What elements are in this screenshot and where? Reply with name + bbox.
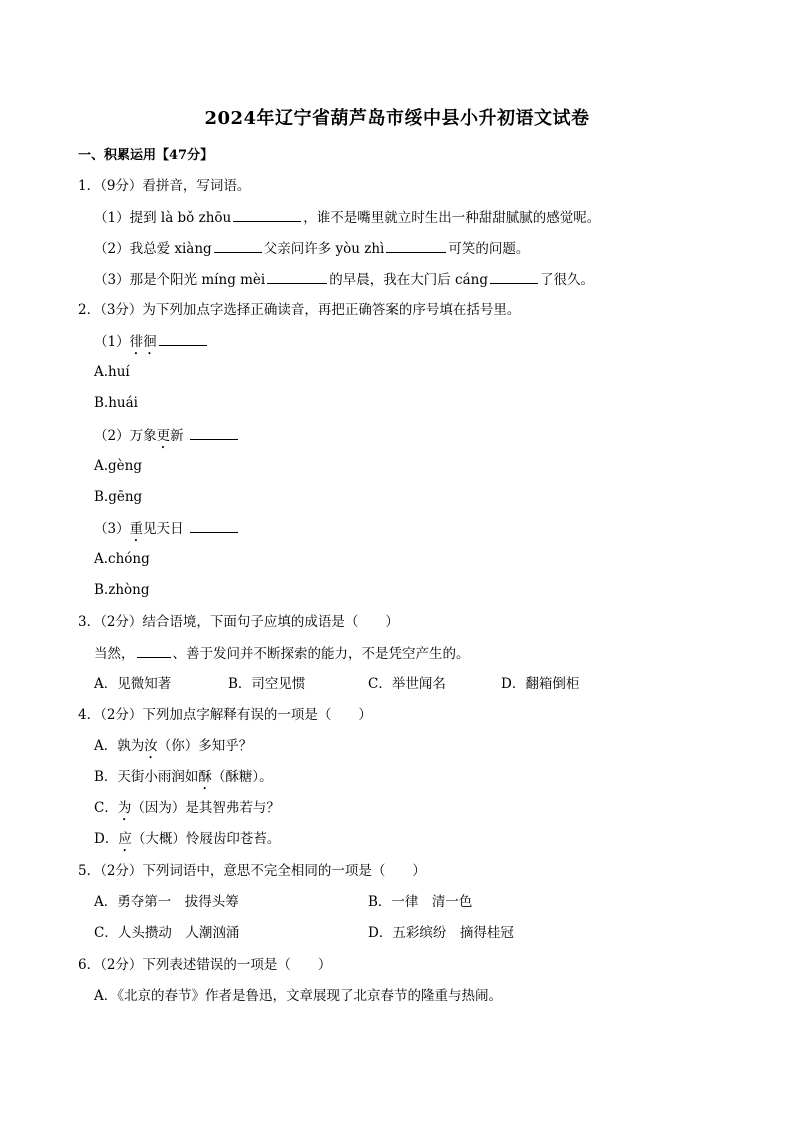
section-heading: 一、积累运用【47分】 <box>78 148 214 163</box>
text: 、善于发问并不断探索的能力，不是凭空产生的。 <box>172 646 470 662</box>
text: B．天街小雨润如 <box>94 769 199 785</box>
question-2-sub-3 <box>94 518 240 545</box>
text: 当然， <box>94 646 135 662</box>
option-b: B.zhòng <box>94 582 150 598</box>
option-a: A.chóng <box>94 551 150 567</box>
text: （因为）是其智弗若与？ <box>131 800 280 816</box>
answer-blank[interactable] <box>490 269 538 284</box>
option-d: D．翻箱倒柜 <box>501 676 580 692</box>
dotted-character: 汝 <box>144 738 158 754</box>
option-a: A．见微知著 <box>94 676 172 692</box>
answer-blank[interactable] <box>233 207 301 222</box>
text: 了很久。 <box>540 272 594 288</box>
answer-blank[interactable] <box>267 269 327 284</box>
text: （酥糖）。 <box>211 769 273 785</box>
option-a: A.huí <box>94 364 130 380</box>
answer-blank[interactable] <box>159 331 207 346</box>
text: D． <box>94 831 119 847</box>
dotted-character: 更 <box>156 428 171 444</box>
question-1-item-3 <box>94 269 594 290</box>
dotted-character: 重 <box>129 521 144 537</box>
dotted-character: 应 <box>118 831 132 847</box>
answer-blank[interactable] <box>190 518 238 533</box>
option-c <box>94 798 280 824</box>
option-c: C．举世闻名 <box>368 676 446 692</box>
text: （大概）怜屐齿印苍苔。 <box>131 831 281 847</box>
text: （2）我总爱 xiàng <box>94 241 212 257</box>
question-1-item-1 <box>94 207 600 228</box>
text: 的早晨，我在大门后 cáng <box>329 272 488 288</box>
option-b: B．司空见惯 <box>228 676 306 692</box>
question-2-sub-2 <box>94 425 240 452</box>
text: 新 <box>170 428 184 444</box>
option-a <box>94 736 252 762</box>
option-d: D．五彩缤纷 摘得桂冠 <box>368 925 514 941</box>
option-b: B.gēng <box>94 489 143 505</box>
text: （你）多知乎？ <box>157 738 253 754</box>
text: （2）万象 <box>94 428 157 444</box>
text: 可笑的问题。 <box>448 241 530 257</box>
question-2-heading: 2．（3分）为下列加点字选择正确读音，再把正确答案的序号填在括号里。 <box>78 302 521 318</box>
page-title: 2024年辽宁省葫芦岛市绥中县小升初语文试卷 <box>204 108 590 129</box>
option-d <box>94 829 280 855</box>
answer-blank[interactable] <box>386 238 446 253</box>
text: C． <box>94 800 118 816</box>
option-a: A.gèng <box>94 458 143 474</box>
option-c: C．人头攒动 人潮汹涌 <box>94 925 240 941</box>
text: 父亲问许多 yòu zhì <box>263 241 385 257</box>
dotted-character: 徘徊 <box>129 334 157 350</box>
dotted-character: 为 <box>117 800 132 816</box>
option-a: A．勇夺第一 拔得头筹 <box>94 894 239 910</box>
question-1-item-2 <box>94 238 529 259</box>
option-b: B．一律 清一色 <box>368 894 473 910</box>
question-3-stem <box>94 643 470 664</box>
text: A．孰为 <box>94 738 145 754</box>
question-5-heading: 5．（2分）下列词语中，意思不完全相同的一项是（ ） <box>78 863 426 879</box>
question-2-sub-1 <box>94 331 209 358</box>
text: （1）提到 là bǒ zhōu <box>94 210 232 226</box>
text: （3） <box>94 521 130 537</box>
option-b <box>94 767 273 793</box>
option-b: B.huái <box>94 395 138 411</box>
option-a: A．《北京的春节》作者是鲁迅，文章展现了北京春节的隆重与热闹。 <box>94 988 502 1004</box>
question-3-heading: 3．（2分）结合语境，下面句子应填的成语是（ ） <box>78 614 399 630</box>
answer-blank[interactable] <box>137 643 171 658</box>
text: ，谁不是嘴里就立时生出一种甜甜腻腻的感觉呢。 <box>303 210 601 226</box>
question-4-heading: 4．（2分）下列加点字解释有误的一项是（ ） <box>78 707 372 723</box>
answer-blank[interactable] <box>190 425 238 440</box>
text: （3）那是个阳光 míng mèi <box>94 272 266 288</box>
answer-blank[interactable] <box>214 238 262 253</box>
question-1-heading: 1．（9分）看拼音，写词语。 <box>78 178 251 194</box>
dotted-character: 酥 <box>198 769 212 785</box>
text: （1） <box>94 334 130 350</box>
text: 见天日 <box>143 521 184 537</box>
question-6-heading: 6．（2分）下列表述错误的一项是（ ） <box>78 957 332 973</box>
